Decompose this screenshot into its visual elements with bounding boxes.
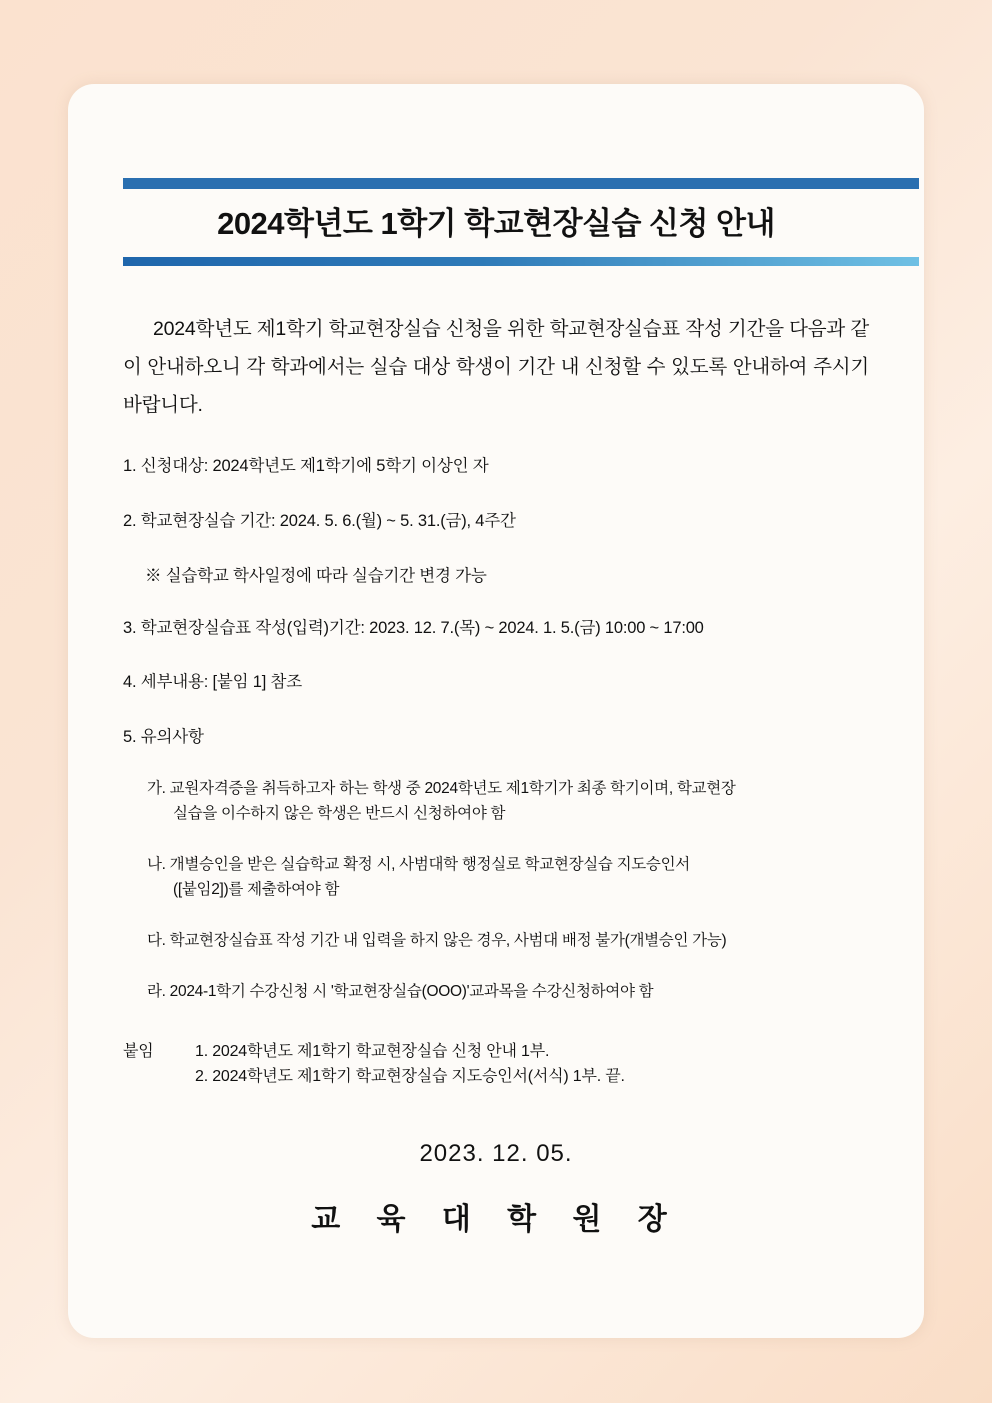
issue-date: 2023. 12. 05.: [419, 1139, 573, 1167]
sub-item-line1: 다. 학교현장실습표 작성 기간 내 입력을 하지 않은 경우, 사범대 배정 불가(개별승인 가능): [147, 932, 727, 950]
attachment-list: [195, 1039, 625, 1090]
sub-item: [147, 928, 869, 953]
intro-paragraph: 2024학년도 제1학기 학교현장실습 신청을 위한 학교현장실습표 작성 기간을 다음과 같이 안내하오니 각 학과에서는 실습 대상 학생이 기간 내 신청할 수 있도록 안내하여 주시기 바랍니다.: [123, 318, 869, 417]
list-item: 5. 유의사항: [123, 728, 204, 747]
document-body: [68, 84, 924, 1338]
attachment-label: 붙임: [123, 1042, 154, 1060]
title-block: [123, 178, 869, 266]
sub-item-line1: 가. 교원자격증을 취득하고자 하는 학생 중 2024학년도 제1학기가 최종 학기이며, 학교현장: [147, 779, 736, 797]
attachment-block: [123, 1039, 869, 1090]
list-item: 4. 세부내용: [붙임 1] 참조: [123, 673, 302, 692]
sub-item: [147, 979, 869, 1004]
signer-title: 교 육 대 학 원 장: [311, 1202, 681, 1236]
sub-item-line1: 나. 개별승인을 받은 실습학교 확정 시, 사범대학 행정실로 학교현장실습 지도승인서: [147, 856, 690, 874]
sub-item-line2: 실습을 이수하지 않은 학생은 반드시 신청하여야 함: [173, 805, 506, 822]
attachment-item: 1. 2024학년도 제1학기 학교현장실습 신청 안내 1부.: [195, 1042, 550, 1060]
attachment-item: 2. 2024학년도 제1학기 학교현장실습 지도승인서(서식) 1부. 끝.: [195, 1068, 625, 1086]
title-bottom-rule: [123, 257, 919, 266]
list-item: 2. 학교현장실습 기간: 2024. 5. 6.(월) ~ 5. 31.(금), 4주간: [123, 511, 516, 530]
title-top-rule: [123, 178, 919, 189]
list-item: 1. 신청대상: 2024학년도 제1학기에 5학기 이상인 자: [123, 457, 489, 476]
document-page: [68, 84, 924, 1338]
sub-item: [147, 852, 869, 902]
sub-item-line1: 라. 2024-1학기 수강신청 시 '학교현장실습(OOO)'교과목을 수강신청하여야 함: [147, 983, 654, 1001]
sub-item: [147, 776, 869, 826]
note-text: ※ 실습학교 학사일정에 따라 실습기간 변경 가능: [145, 566, 487, 585]
sub-item-line2: ([붙임2])를 제출하여야 함: [173, 881, 340, 899]
list-item: 3. 학교현장실습표 작성(입력)기간: 2023. 12. 7.(목) ~ 2024. 1. 5.(금) 10:00 ~ 17:00: [123, 618, 704, 637]
page-title: 2024학년도 1학기 학교현장실습 신청 안내: [217, 206, 775, 241]
